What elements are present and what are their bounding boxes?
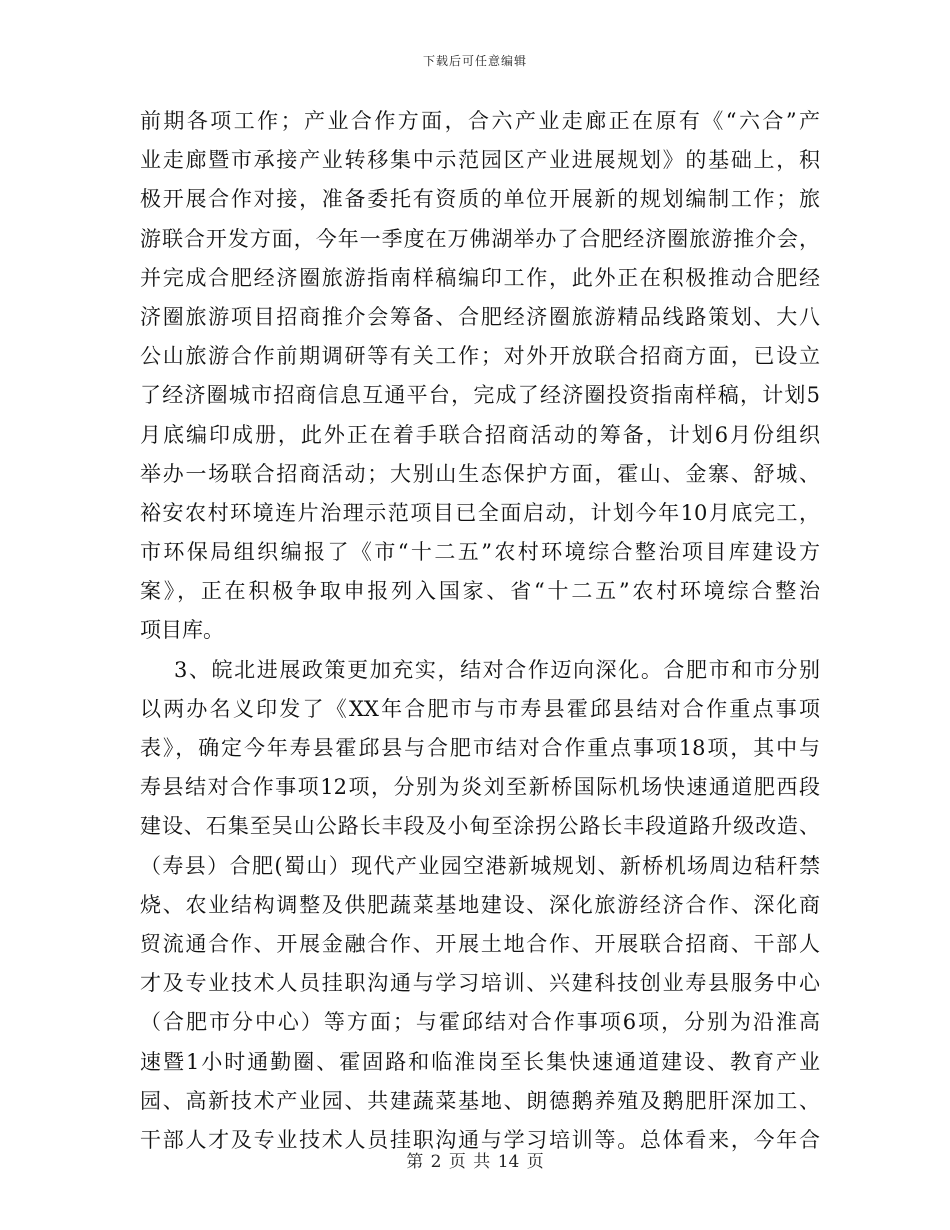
text-line: 贸流通合作、开展金融合作、开展土地合作、开展联合招商、干部人: [140, 931, 820, 956]
text-line: 项目库。: [140, 618, 224, 643]
text-line: 济圈旅游项目招商推介会筹备、合肥经济圈旅游精品线路策划、大八: [140, 304, 820, 329]
text-line: 建设、石集至吴山公路长丰段及小甸至涂拐公路长丰段道路升级改造、: [140, 814, 820, 839]
text-line: 并完成合肥经济圈旅游指南样稿编印工作，此外正在积极推动合肥经: [140, 265, 820, 290]
text-line: 市环保局组织编报了《市“十二五”农村环境综合整治项目库建设方: [140, 540, 820, 565]
text-line: 烧、农业结构调整及供肥蔬菜基地建设、深化旅游经济合作、深化商: [140, 892, 820, 917]
text-line: 举办一场联合招商活动；大别山生态保护方面，霍山、金寨、舒城、: [140, 461, 820, 486]
text-line: 干部人才及专业技术人员挂职沟通与学习培训等。总体看来，今年合: [140, 1127, 820, 1152]
text-line: （寿县）合肥(蜀山）现代产业园空港新城规划、新桥机场周边秸秆禁: [140, 853, 820, 878]
text-line: 才及专业技术人员挂职沟通与学习培训、兴建科技创业寿县服务中心: [140, 971, 820, 996]
text-line: 以两办名义印发了《XX年合肥市与市寿县霍邱县结对合作重点事项: [140, 696, 820, 721]
text-line: 表》，确定今年寿县霍邱县与合肥市结对合作重点事项18项，其中与: [140, 736, 820, 760]
text-line: 速暨1小时通勤圈、霍固路和临淮岗至长集快速通道建设、教育产业: [140, 1049, 820, 1074]
text-line: 极开展合作对接，准备委托有资质的单位开展新的规划编制工作；旅: [140, 187, 820, 212]
text-line: （合肥市分中心）等方面；与霍邱结对合作事项6项，分别为沿淮高: [140, 1010, 820, 1035]
document-body: [140, 102, 820, 1160]
text-line: 案》，正在积极争取申报列入国家、省“十二五”农村环境综合整治: [140, 579, 820, 604]
text-line: 裕安农村环境连片治理示范项目已全面启动，计划今年10月底完工，: [140, 500, 820, 525]
page-footer: 第 2 页 共 14 页: [406, 1152, 544, 1172]
text-line: 了经济圈城市招商信息互通平台，完成了经济圈投资指南样稿，计划5: [140, 383, 820, 408]
text-line: 寿县结对合作事项12项，分别为炎刘至新桥国际机场快速通道肥西段: [140, 775, 820, 800]
text-line: 月底编印成册，此外正在着手联合招商活动的筹备，计划6月份组织: [140, 422, 820, 447]
page-header: 下载后可任意编辑: [422, 54, 527, 68]
text-line: 3、皖北进展政策更加充实，结对合作迈向深化。合肥市和市分别: [174, 657, 820, 682]
text-line: 游联合开发方面，今年一季度在万佛湖举办了合肥经济圈旅游推介会，: [140, 226, 820, 251]
text-line: 园、高新技术产业园、共建蔬菜基地、朗德鹅养殖及鹅肥肝深加工、: [140, 1088, 820, 1113]
text-line: 业走廊暨市承接产业转移集中示范园区产业进展规划》的基础上，积: [140, 148, 820, 173]
text-line: 公山旅游合作前期调研等有关工作；对外开放联合招商方面，已设立: [140, 344, 820, 369]
text-line: 前期各项工作；产业合作方面，合六产业走廊正在原有《“六合”产: [140, 109, 820, 133]
